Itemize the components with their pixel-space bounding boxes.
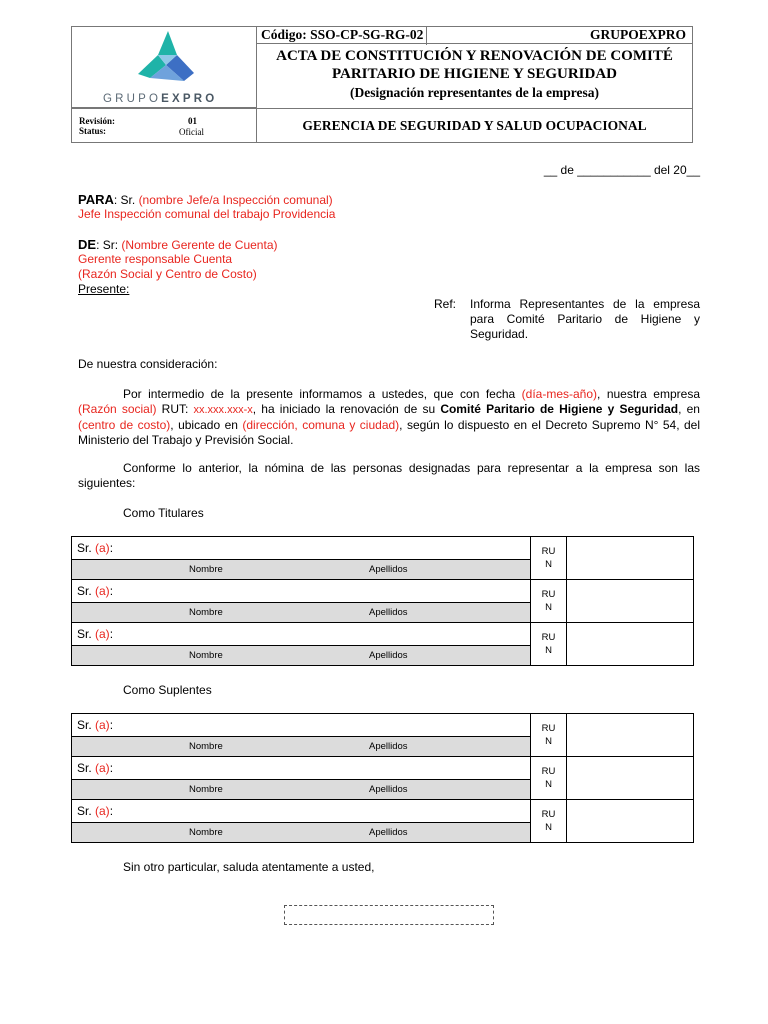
run-field[interactable]	[567, 537, 694, 580]
run-field[interactable]	[567, 623, 694, 666]
name-caption-row: Nombre Apellidos	[72, 603, 531, 623]
name-caption-row: Nombre Apellidos	[72, 780, 531, 800]
logo-wordmark: GRUPOEXPRO	[103, 93, 218, 105]
name-caption-row: Nombre Apellidos	[72, 560, 531, 580]
revision-label: Revisión:	[79, 116, 115, 126]
department-cell	[256, 108, 693, 143]
status-value: Oficial	[179, 127, 204, 137]
person-name-field[interactable]: Sr. (a):	[72, 537, 531, 560]
company-name: GRUPOEXPRO	[590, 27, 686, 42]
document-subtitle: (Designación representantes de la empresa)	[350, 85, 599, 100]
de-label: DE	[78, 237, 97, 252]
person-name-field[interactable]: Sr. (a):	[72, 714, 531, 737]
suplentes-label: Como Suplentes	[123, 683, 212, 697]
run-field[interactable]	[567, 800, 694, 843]
table-row	[72, 714, 694, 737]
run-label: RU N	[531, 757, 567, 800]
code-cell	[256, 26, 693, 44]
titulares-label: Como Titulares	[123, 506, 204, 520]
de-line: DE: Sr: (Nombre Gerente de Cuenta)	[78, 237, 278, 252]
run-field[interactable]	[567, 757, 694, 800]
name-caption-row: Nombre Apellidos	[72, 646, 531, 666]
document-code: Código: SSO-CP-SG-RG-02	[261, 27, 424, 42]
name-caption-row: Nombre Apellidos	[72, 823, 531, 843]
para-recipient-title: Jefe Inspección comunal del trabajo Providencia	[78, 207, 336, 221]
revision-value: 01	[188, 116, 197, 126]
body-paragraph-2: Conforme lo anterior, la nómina de las personas designadas para representar a la empresa son las siguientes:	[78, 461, 700, 490]
run-label: RU N	[531, 623, 567, 666]
table-row	[72, 757, 694, 780]
run-label: RU N	[531, 714, 567, 757]
run-field[interactable]	[567, 580, 694, 623]
body-paragraph-1: Por intermedio de la presente informamos a ustedes, que con fecha (día-mes-año), nuestra empresa (Razón social) RUT: xx.xxx.xxx-x, ha iniciado la renovación de su Comité Paritario de Higiene y Seguridad, en (centro de costo), ubicado en (dirección, comuna y ciudad), según lo dispuesto en el Decreto Supremo N° 54, del Ministerio del Trabajo y Previsión Social.	[78, 387, 701, 447]
titulares-table	[71, 536, 694, 666]
suplentes-table	[71, 713, 694, 843]
document-title-line2: PARITARIO DE HIGIENE Y SEGURIDAD	[331, 66, 618, 82]
revision-cell	[71, 108, 257, 143]
table-row	[72, 800, 694, 823]
run-label: RU N	[531, 800, 567, 843]
de-sender-title: Gerente responsable Cuenta	[78, 252, 233, 266]
table-row	[72, 580, 694, 603]
department-name: GERENCIA DE SEGURIDAD Y SALUD OCUPACIONAL	[302, 118, 647, 133]
run-field[interactable]	[567, 714, 694, 757]
person-name-field[interactable]: Sr. (a):	[72, 757, 531, 780]
logo-cell	[71, 26, 257, 108]
table-row	[72, 623, 694, 646]
document-title-line1: ACTA DE CONSTITUCIÓN Y RENOVACIÓN DE COMITÉ	[276, 48, 673, 64]
name-caption-row: Nombre Apellidos	[72, 737, 531, 757]
table-row	[72, 537, 694, 560]
para-line: PARA: Sr. (nombre Jefe/a Inspección comunal)	[78, 192, 333, 207]
run-label: RU N	[531, 580, 567, 623]
person-name-field[interactable]: Sr. (a):	[72, 800, 531, 823]
presente-label: Presente:	[78, 282, 130, 296]
para-label: PARA	[78, 192, 114, 207]
run-label: RU N	[531, 537, 567, 580]
ref-label: Ref:	[434, 297, 457, 311]
signature-box[interactable]	[284, 905, 494, 925]
para-recipient: (nombre Jefe/a Inspección comunal)	[138, 193, 333, 207]
person-name-field[interactable]: Sr. (a):	[72, 580, 531, 603]
grupoexpro-logo-icon	[136, 29, 198, 83]
status-label: Status:	[79, 126, 107, 136]
closing-line: Sin otro particular, saluda atentamente a usted,	[123, 860, 375, 874]
de-sender-company: (Razón Social y Centro de Costo)	[78, 267, 257, 281]
greeting: De nuestra consideración:	[78, 357, 218, 371]
ref-text: Informa Representantes de la empresa para Comité Paritario de Higiene y Seguridad.	[470, 297, 700, 341]
title-cell	[256, 43, 693, 109]
date-line: __ de ___________ del 20__	[543, 163, 700, 177]
de-sender: (Nombre Gerente de Cuenta)	[121, 238, 278, 252]
document-header	[71, 26, 693, 143]
person-name-field[interactable]: Sr. (a):	[72, 623, 531, 646]
